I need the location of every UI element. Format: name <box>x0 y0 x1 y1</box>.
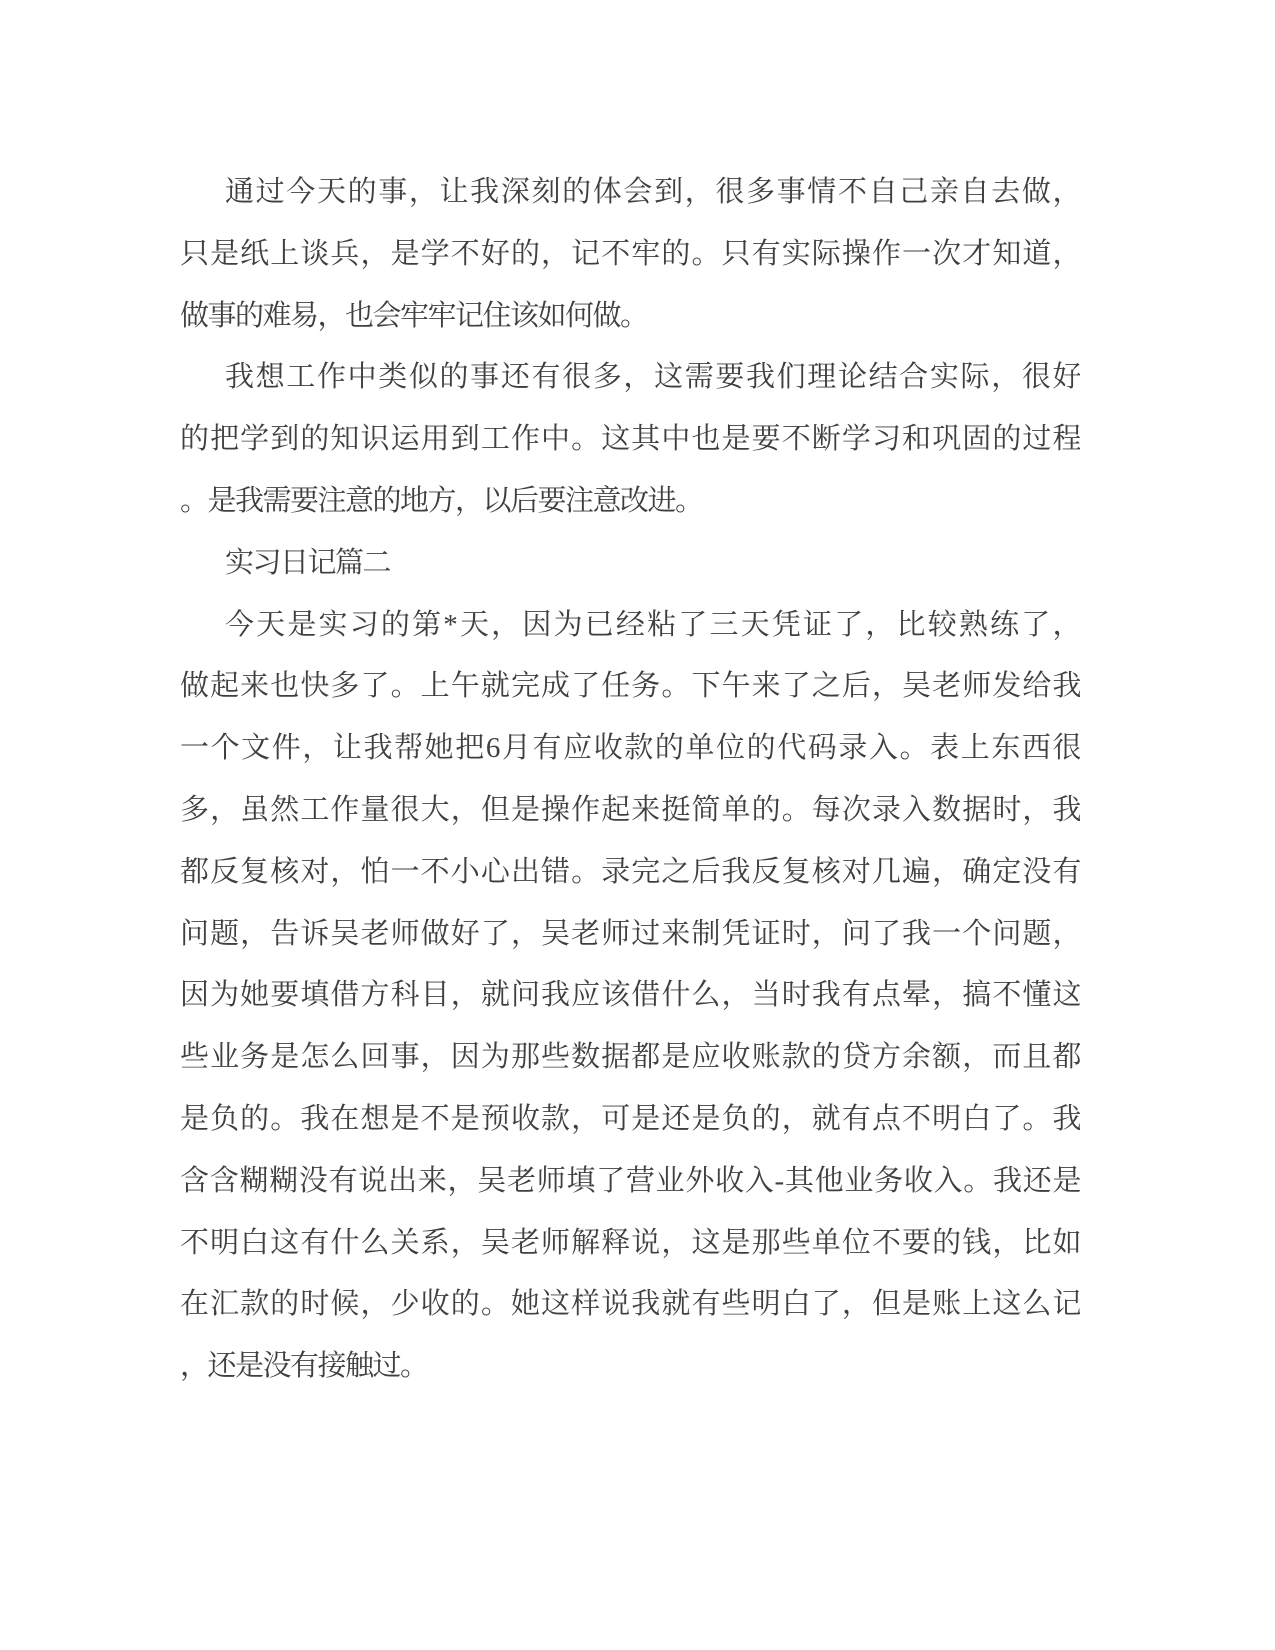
text-line: 实习日记篇二 <box>225 546 391 579</box>
text-line: 做事的难易，也会牢牢记住该如何做。 <box>180 299 648 332</box>
text-line: 的把学到的知识运用到工作中。这其中也是要不断学习和巩固的过程 <box>180 423 1080 456</box>
text-line: 因为她要填借方科目，就问我应该借什么，当时我有点晕，搞不懂这 <box>180 979 1080 1012</box>
text-line: 只是纸上谈兵，是学不好的，记不牢的。只有实际操作一次才知道， <box>180 237 1080 270</box>
text-line: 是负的。我在想是不是预收款，可是还是负的，就有点不明白了。我 <box>180 1102 1080 1135</box>
text-line: 不明白这有什么关系，吴老师解释说，这是那些单位不要的钱，比如 <box>180 1226 1080 1259</box>
text-line: 含含糊糊没有说出来，吴老师填了营业外收入-其他业务收入。我还是 <box>180 1164 1080 1197</box>
text-line: 做起来也快多了。上午就完成了任务。下午来了之后，吴老师发给我 <box>180 670 1080 703</box>
text-line: 今天是实习的第*天，因为已经粘了三天凭证了，比较熟练了， <box>225 608 1080 641</box>
text-line: 在汇款的时候，少收的。她这样说我就有些明白了，但是账上这么记 <box>180 1288 1080 1321</box>
text-line: 我想工作中类似的事还有很多，这需要我们理论结合实际，很好 <box>225 361 1080 394</box>
text-line: ，还是没有接触过。 <box>180 1350 428 1383</box>
text-line: 问题，告诉吴老师做好了，吴老师过来制凭证时，问了我一个问题， <box>180 917 1080 950</box>
text-line: 多，虽然工作量很大，但是操作起来挺简单的。每次录入数据时，我 <box>180 793 1080 826</box>
text-line: 都反复核对，怕一不小心出错。录完之后我反复核对几遍，确定没有 <box>180 855 1080 888</box>
text-line: 。是我需要注意的地方，以后要注意改进。 <box>180 484 703 517</box>
text-line: 些业务是怎么回事，因为那些数据都是应收账款的贷方余额，而且都 <box>180 1041 1080 1074</box>
text-line: 通过今天的事，让我深刻的体会到，很多事情不自己亲自去做， <box>225 176 1080 208</box>
document-text <box>180 162 1080 1398</box>
text-line: 一个文件，让我帮她把6月有应收款的单位的代码录入。表上东西很 <box>180 732 1080 765</box>
